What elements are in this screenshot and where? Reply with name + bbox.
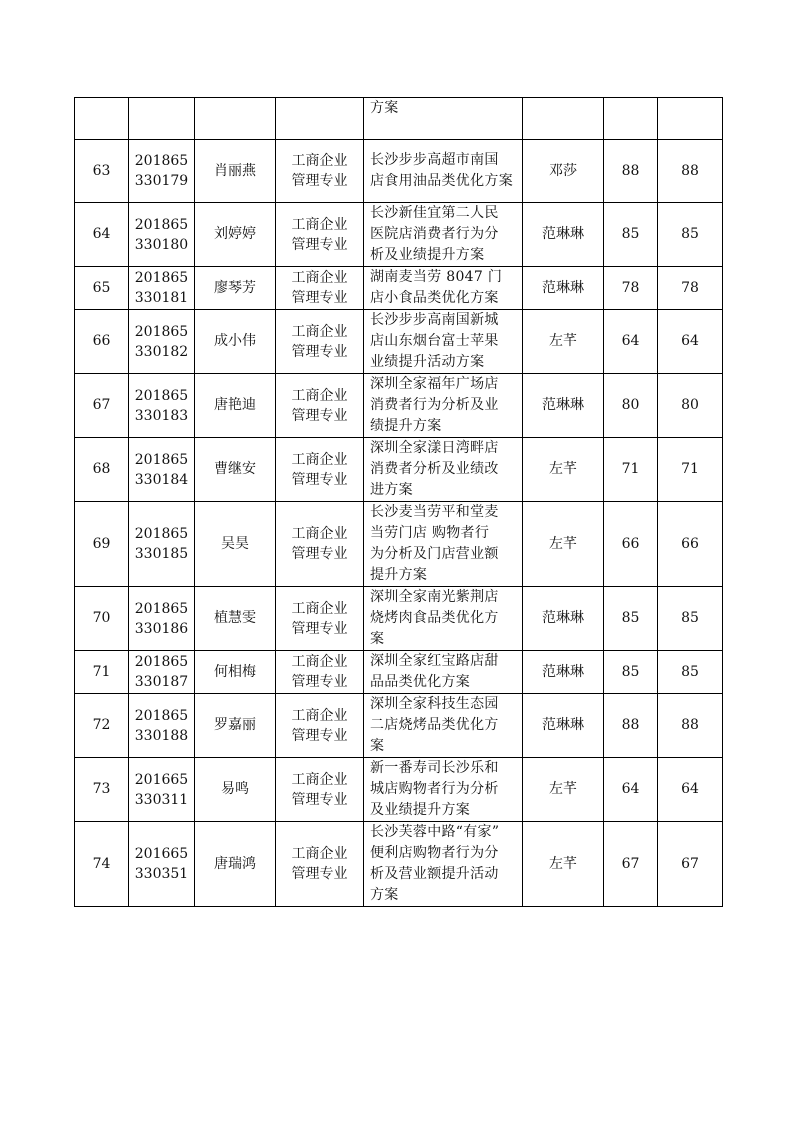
major-line: 管理专业: [291, 620, 348, 637]
final-score: 66: [681, 535, 699, 552]
cell-final-score: [658, 822, 723, 907]
topic-line: 长沙芙蓉中路“有家”: [370, 824, 500, 840]
cell-name: [195, 374, 276, 438]
cell-student-id: [129, 140, 195, 203]
cell-no: [75, 374, 129, 438]
topic-line: 为分析及门店营业额: [370, 546, 499, 562]
cell-advisor: [523, 758, 604, 822]
cell-advisor: [523, 267, 604, 310]
final-score: 64: [681, 333, 699, 349]
cell-final-score: [658, 758, 723, 822]
student-id-line: 201865: [134, 654, 189, 670]
cell-student-id: [129, 267, 195, 310]
major-line: 工商企业: [291, 600, 348, 617]
major-line: 管理专业: [291, 727, 348, 744]
cell-name: [195, 310, 276, 374]
major-line: 工商企业: [291, 707, 348, 724]
cell-advisor: [523, 822, 604, 907]
score: 85: [621, 663, 640, 680]
cell-final-score: [658, 98, 723, 140]
cell-major: [276, 310, 364, 374]
cell-final-score: [658, 310, 723, 374]
final-score: 71: [681, 461, 699, 477]
table-body: [75, 98, 723, 907]
cell-student-id: [129, 310, 195, 374]
final-score: 85: [681, 226, 699, 242]
cell-final-score: [658, 438, 723, 502]
cell-name: [195, 267, 276, 310]
cell-topic: [364, 587, 523, 651]
student-id-line: 201665: [134, 846, 189, 862]
row-number: 74: [92, 855, 111, 872]
topic-line: 店食用油品类优化方案: [370, 173, 513, 189]
topic-line: 深圳全家漾日湾畔店: [370, 440, 499, 456]
student-name: 曹继安: [214, 461, 256, 477]
final-score: 85: [681, 663, 699, 680]
topic-line: 方案: [370, 100, 399, 116]
cell-student-id: [129, 651, 195, 694]
major-line: 管理专业: [291, 546, 348, 562]
major-line: 工商企业: [291, 387, 348, 404]
major-line: 管理专业: [291, 236, 348, 253]
row-number: 70: [92, 610, 111, 626]
score: 80: [621, 397, 640, 413]
row-number: 66: [92, 333, 111, 349]
cell-major: [276, 140, 364, 203]
major-line: 管理专业: [291, 866, 348, 882]
row-number: 71: [92, 663, 111, 680]
topic-line: 析及业绩提升方案: [370, 247, 485, 263]
topic-line: 深圳全家南光紫荆店: [370, 589, 499, 605]
cell-student-id: [129, 758, 195, 822]
cell-score: [604, 502, 658, 587]
cell-score: [604, 758, 658, 822]
major-line: 管理专业: [291, 791, 348, 808]
cell-score: [604, 310, 658, 374]
cell-advisor: [523, 587, 604, 651]
cell-topic: [364, 98, 523, 140]
advisor-name: 左芊: [549, 333, 577, 349]
student-id-line: 330188: [134, 727, 189, 744]
cell-topic: [364, 758, 523, 822]
advisor-name: 范琳琳: [542, 397, 584, 413]
topic-line: 业绩提升活动方案: [370, 354, 485, 370]
student-id-line: 201865: [134, 270, 189, 286]
cell-final-score: [658, 694, 723, 758]
cell-name: [195, 438, 276, 502]
score: 67: [621, 855, 640, 872]
continuation-row: [75, 98, 723, 140]
table-row: [75, 140, 723, 203]
student-id-line: 330186: [134, 620, 189, 637]
cell-name: [195, 140, 276, 203]
cell-score: [604, 203, 658, 267]
cell-major: [276, 267, 364, 310]
topic-line: 店小食品类优化方案: [370, 290, 499, 306]
cell-no: [75, 140, 129, 203]
student-name: 刘婷婷: [214, 226, 256, 242]
student-name: 罗嘉丽: [214, 717, 256, 733]
final-score: 88: [681, 717, 699, 733]
topic-line: 方案: [370, 887, 399, 903]
student-id-line: 201665: [134, 771, 189, 788]
advisor-name: 范琳琳: [542, 279, 584, 296]
cell-name: [195, 651, 276, 694]
advisor-name: 左芊: [549, 855, 577, 872]
topic-line: 城店购物者行为分析: [370, 781, 499, 797]
student-id-line: 201865: [134, 707, 189, 724]
major-line: 管理专业: [291, 290, 348, 306]
topic-line: 品品类优化方案: [370, 674, 471, 690]
student-id-line: 330180: [134, 236, 189, 253]
advisor-name: 范琳琳: [542, 717, 584, 733]
student-id-line: 330187: [134, 674, 189, 690]
cell-major: [276, 822, 364, 907]
cell-name: [195, 694, 276, 758]
topic-line: 案: [370, 738, 385, 754]
major-line: 工商企业: [291, 451, 348, 468]
cell-score: [604, 587, 658, 651]
cell-topic: [364, 203, 523, 267]
topic-line: 店山东烟台富士苹果: [370, 333, 499, 349]
topic-line: 长沙步步高超市南国: [370, 152, 499, 168]
cell-score: [604, 98, 658, 140]
topic-line: 医院店消费者行为分: [370, 226, 499, 242]
student-id-line: 201865: [134, 600, 189, 617]
cell-advisor: [523, 694, 604, 758]
cell-score: [604, 694, 658, 758]
student-id-line: 201865: [134, 323, 189, 340]
student-name: 唐瑞鸿: [214, 855, 256, 872]
score: 66: [621, 535, 640, 552]
topic-line: 新一番寿司长沙乐和: [370, 760, 499, 776]
student-name: 肖丽燕: [214, 162, 256, 179]
table-row: [75, 310, 723, 374]
cell-name: [195, 587, 276, 651]
cell-score: [604, 267, 658, 310]
cell-final-score: [658, 374, 723, 438]
cell-final-score: [658, 140, 723, 203]
table-row: [75, 758, 723, 822]
student-id-line: 330182: [134, 343, 189, 360]
cell-advisor: [523, 310, 604, 374]
cell-name: [195, 758, 276, 822]
major-line: 管理专业: [291, 674, 348, 690]
student-name: 成小伟: [214, 333, 256, 349]
student-name: 植慧雯: [214, 610, 256, 626]
row-number: 67: [92, 397, 111, 413]
major-line: 工商企业: [291, 846, 348, 862]
final-score: 67: [681, 855, 699, 872]
advisor-name: 范琳琳: [542, 610, 584, 626]
cell-major: [276, 694, 364, 758]
table-row: [75, 438, 723, 502]
student-id-line: 201865: [134, 451, 189, 468]
table-row: [75, 502, 723, 587]
cell-major: [276, 98, 364, 140]
cell-final-score: [658, 587, 723, 651]
cell-topic: [364, 822, 523, 907]
final-score: 80: [681, 397, 699, 413]
topic-line: 烧烤肉食品类优化方: [370, 610, 499, 626]
advisor-name: 左芊: [549, 781, 577, 797]
cell-name: [195, 822, 276, 907]
student-name: 唐艳迪: [214, 397, 256, 413]
cell-topic: [364, 310, 523, 374]
cell-topic: [364, 651, 523, 694]
cell-topic: [364, 502, 523, 587]
cell-student-id: [129, 587, 195, 651]
cell-score: [604, 438, 658, 502]
cell-topic: [364, 267, 523, 310]
topic-line: 深圳全家福年广场店: [370, 376, 499, 392]
cell-advisor: [523, 438, 604, 502]
cell-score: [604, 374, 658, 438]
major-line: 工商企业: [291, 771, 348, 788]
student-id-line: 201865: [134, 153, 189, 169]
table-row: [75, 203, 723, 267]
advisor-name: 左芊: [549, 535, 577, 552]
cell-student-id: [129, 374, 195, 438]
major-line: 管理专业: [291, 471, 348, 488]
major-line: 工商企业: [291, 270, 348, 286]
table-row: [75, 822, 723, 907]
cell-no: [75, 267, 129, 310]
cell-no: [75, 438, 129, 502]
row-number: 64: [92, 226, 111, 242]
cell-student-id: [129, 822, 195, 907]
cell-final-score: [658, 651, 723, 694]
advisor-name: 范琳琳: [542, 663, 584, 680]
student-id-line: 330184: [134, 471, 189, 488]
score: 85: [621, 226, 640, 242]
topic-line: 二店烧烤品类优化方: [370, 717, 499, 733]
grades-table: [74, 97, 723, 907]
major-line: 管理专业: [291, 343, 348, 360]
table-row: [75, 587, 723, 651]
cell-no: [75, 98, 129, 140]
cell-major: [276, 203, 364, 267]
student-id-line: 330183: [134, 407, 189, 424]
cell-advisor: [523, 98, 604, 140]
cell-student-id: [129, 502, 195, 587]
final-score: 88: [681, 162, 699, 179]
cell-student-id: [129, 438, 195, 502]
topic-line: 及业绩提升方案: [370, 802, 471, 818]
topic-line: 消费者分析及业绩改: [370, 461, 499, 477]
table-row: [75, 694, 723, 758]
cell-student-id: [129, 694, 195, 758]
student-name: 易鸣: [221, 781, 249, 797]
advisor-name: 左芊: [549, 461, 577, 477]
row-number: 65: [92, 279, 111, 296]
cell-major: [276, 438, 364, 502]
cell-major: [276, 374, 364, 438]
cell-no: [75, 822, 129, 907]
cell-name: [195, 203, 276, 267]
cell-no: [75, 651, 129, 694]
student-name: 廖琴芳: [214, 279, 256, 296]
student-name: 何相梅: [214, 663, 256, 680]
row-number: 72: [92, 717, 111, 733]
topic-line: 案: [370, 631, 385, 647]
row-number: 73: [92, 781, 111, 797]
cell-score: [604, 822, 658, 907]
student-id-line: 201865: [134, 387, 189, 404]
topic-line: 湖南麦当劳 8047 门: [370, 269, 503, 285]
final-score: 85: [681, 610, 699, 626]
student-name: 吴昊: [221, 535, 249, 552]
cell-major: [276, 587, 364, 651]
cell-student-id: [129, 203, 195, 267]
cell-topic: [364, 140, 523, 203]
cell-final-score: [658, 267, 723, 310]
cell-topic: [364, 694, 523, 758]
topic-line: 长沙新佳宜第二人民: [370, 205, 499, 221]
cell-no: [75, 758, 129, 822]
table-row: [75, 651, 723, 694]
cell-advisor: [523, 203, 604, 267]
student-id-line: 330179: [134, 173, 189, 189]
cell-advisor: [523, 140, 604, 203]
cell-advisor: [523, 502, 604, 587]
student-id-line: 330351: [134, 866, 189, 882]
cell-advisor: [523, 651, 604, 694]
row-number: 63: [92, 162, 111, 179]
cell-student-id: [129, 98, 195, 140]
cell-topic: [364, 374, 523, 438]
major-line: 管理专业: [291, 173, 348, 189]
topic-line: 深圳全家科技生态园: [370, 696, 499, 712]
cell-no: [75, 502, 129, 587]
topic-line: 析及营业额提升活动: [370, 866, 499, 882]
cell-no: [75, 203, 129, 267]
row-number: 69: [92, 535, 111, 552]
cell-name: [195, 502, 276, 587]
cell-major: [276, 758, 364, 822]
topic-line: 消费者行为分析及业: [370, 397, 499, 413]
major-line: 工商企业: [291, 526, 348, 542]
cell-advisor: [523, 374, 604, 438]
cell-score: [604, 140, 658, 203]
table-row: [75, 267, 723, 310]
topic-line: 绩提升方案: [370, 418, 442, 434]
advisor-name: 邓莎: [549, 162, 577, 179]
topic-line: 提升方案: [370, 567, 428, 583]
cell-final-score: [658, 502, 723, 587]
score: 64: [621, 781, 640, 797]
student-id-line: 330181: [134, 290, 189, 306]
topic-line: 深圳全家红宝路店甜: [370, 653, 499, 669]
cell-score: [604, 651, 658, 694]
final-score: 64: [681, 781, 699, 797]
cell-no: [75, 694, 129, 758]
score: 88: [621, 717, 640, 733]
major-line: 工商企业: [291, 654, 348, 670]
student-id-line: 201865: [134, 526, 189, 542]
final-score: 78: [681, 279, 699, 296]
table-row: [75, 374, 723, 438]
topic-line: 进方案: [370, 482, 413, 498]
score: 71: [621, 461, 640, 477]
topic-line: 长沙步步高南国新城: [370, 312, 499, 328]
major-line: 工商企业: [291, 216, 348, 233]
topic-line: 便利店购物者行为分: [370, 845, 499, 861]
topic-line: 当劳门店 购物者行: [370, 525, 490, 541]
cell-major: [276, 502, 364, 587]
advisor-name: 范琳琳: [542, 226, 584, 242]
cell-topic: [364, 438, 523, 502]
score: 78: [621, 279, 640, 296]
major-line: 工商企业: [291, 323, 348, 340]
cell-name: [195, 98, 276, 140]
row-number: 68: [92, 461, 111, 477]
major-line: 管理专业: [291, 407, 348, 424]
cell-major: [276, 651, 364, 694]
score: 64: [621, 333, 640, 349]
topic-line: 长沙麦当劳平和堂麦: [370, 504, 499, 520]
student-id-line: 330185: [134, 546, 189, 562]
student-id-line: 201865: [134, 216, 189, 233]
major-line: 工商企业: [291, 153, 348, 169]
student-id-line: 330311: [134, 791, 189, 808]
score: 88: [621, 162, 640, 179]
score: 85: [621, 610, 640, 626]
cell-no: [75, 587, 129, 651]
cell-final-score: [658, 203, 723, 267]
cell-no: [75, 310, 129, 374]
